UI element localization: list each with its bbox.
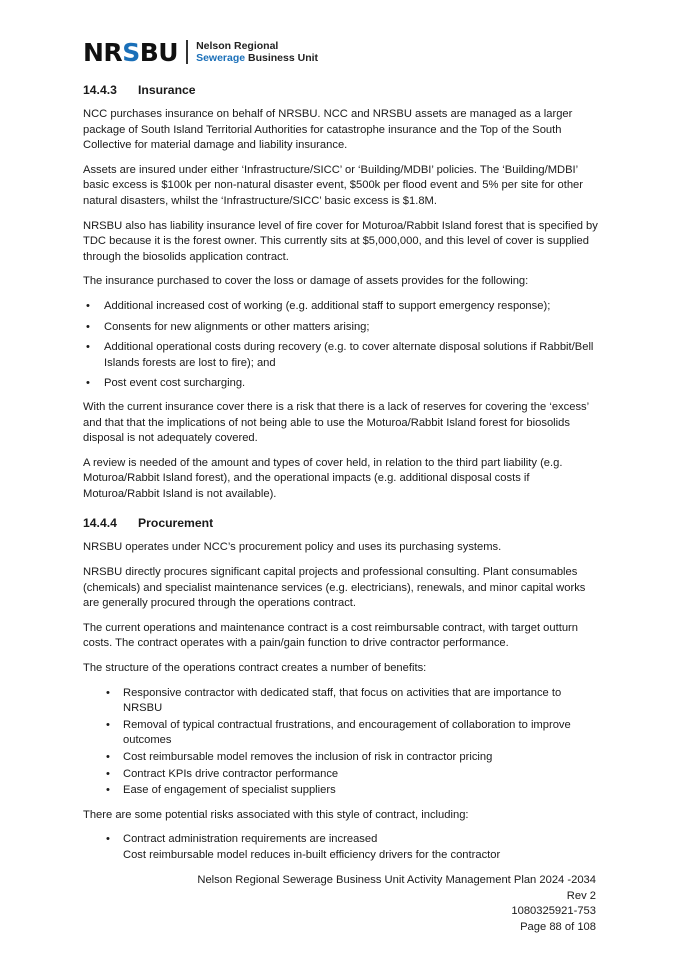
document-body: [83, 82, 598, 873]
paragraph: The structure of the operations contract creates a number of benefits:: [83, 662, 427, 675]
list-item: • Contract KPIs drive contractor performance: [83, 767, 598, 783]
list-item: • Removal of typical contractual frustrations, and encouragement of collaboration to improve outcomes: [83, 718, 598, 749]
list-item: • Additional increased cost of working (e.g. additional staff to support emergency response);: [83, 299, 598, 315]
logo-divider: [186, 40, 188, 64]
nrsbu-logo: [83, 36, 318, 68]
logo-org-name: Nelson Regional Sewerage Business Unit: [196, 40, 319, 64]
paragraph: NCC purchases insurance on behalf of NRSBU. NCC and NRSBU assets are managed as a larger package of South Island Territorial Authorities for catastrophe insurance and the Top of the South Collective for material damage and liability insurance.: [83, 108, 573, 152]
footer-revision: Rev 2: [566, 889, 596, 902]
list-item: • Ease of engagement of specialist suppliers: [83, 783, 598, 799]
paragraph: NRSBU operates under NCC’s procurement policy and uses its purchasing systems.: [83, 541, 502, 554]
list-item: • Contract administration requirements are increased Cost reimbursable model reduces in-built efficiency drivers for the contractor: [83, 832, 598, 863]
risks-list: [83, 832, 598, 863]
section-heading-procurement: 14.4.4 Procurement: [83, 516, 214, 531]
list-item: • Cost reimbursable model removes the inclusion of risk in contractor pricing: [83, 750, 598, 766]
footer-document-title: Nelson Regional Sewerage Business Unit Activity Management Plan 2024 -2034: [197, 874, 596, 886]
paragraph: NRSBU directly procures significant capital projects and professional consulting. Plant consumables (chemicals) and specialist maintenance services (e.g. electricians), renewals, and minor capital works are generally procured through the operations contract.: [83, 566, 586, 610]
paragraph: Assets are insured under either ‘Infrastructure/SICC’ or ‘Building/MDBI’ policies. The ‘Building/MDBI’ basic excess is $100k per non-natural disaster event, $500k per flood event and 5% per site for other natural disasters, whilst the ‘Infrastructure/SICC’ basic excess is $1.8M.: [83, 163, 584, 207]
list-item: • Responsive contractor with dedicated staff, that focus on activities that are importance to NRSBU: [83, 686, 598, 717]
paragraph: The insurance purchased to cover the loss or damage of assets provides for the following:: [83, 275, 529, 288]
footer-document-id: 1080325921-753: [511, 905, 596, 917]
footer-page-number: Page 88 of 108: [520, 920, 596, 933]
paragraph: NRSBU also has liability insurance level of fire cover for Moturoa/Rabbit Island forest that is specified by TDC because it is the forest owner. This currently sits at $5,000,000, and this level of cover is supplied through the biosolids application contract.: [83, 219, 598, 263]
page-footer: [197, 873, 596, 935]
list-item: • Post event cost surcharging.: [83, 376, 598, 392]
paragraph: With the current insurance cover there is a risk that there is a lack of reserves for covering the ‘excess’ and that that the implications of not being able to use the Moturoa/Rabbit Island forest for biosolids disposal is not adequately covered.: [83, 400, 589, 445]
list-item: • Consents for new alignments or other matters arising;: [83, 320, 598, 336]
paragraph: There are some potential risks associated with this style of contract, including:: [83, 808, 469, 821]
paragraph: The current operations and maintenance contract is a cost reimbursable contract, with target outturn costs. The contract operates with a pain/gain function to drive contractor performance.: [83, 621, 578, 650]
benefits-list: [83, 686, 598, 799]
insurance-provisions-list: [83, 299, 598, 392]
section-heading-insurance: 14.4.3 Insurance: [83, 83, 196, 97]
logo-wordmark: NRSBU: [83, 37, 179, 67]
list-item: • Additional operational costs during recovery (e.g. to cover alternate disposal solutions if Rabbit/Bell Islands forests are lost to fire); and: [83, 340, 598, 371]
paragraph: A review is needed of the amount and types of cover held, in relation to the third part liability (e.g. Moturoa/Rabbit Island forest), and the operational impacts (e.g. additional disposal costs if Moturoa/Rabbit Island is not available).: [83, 456, 563, 500]
